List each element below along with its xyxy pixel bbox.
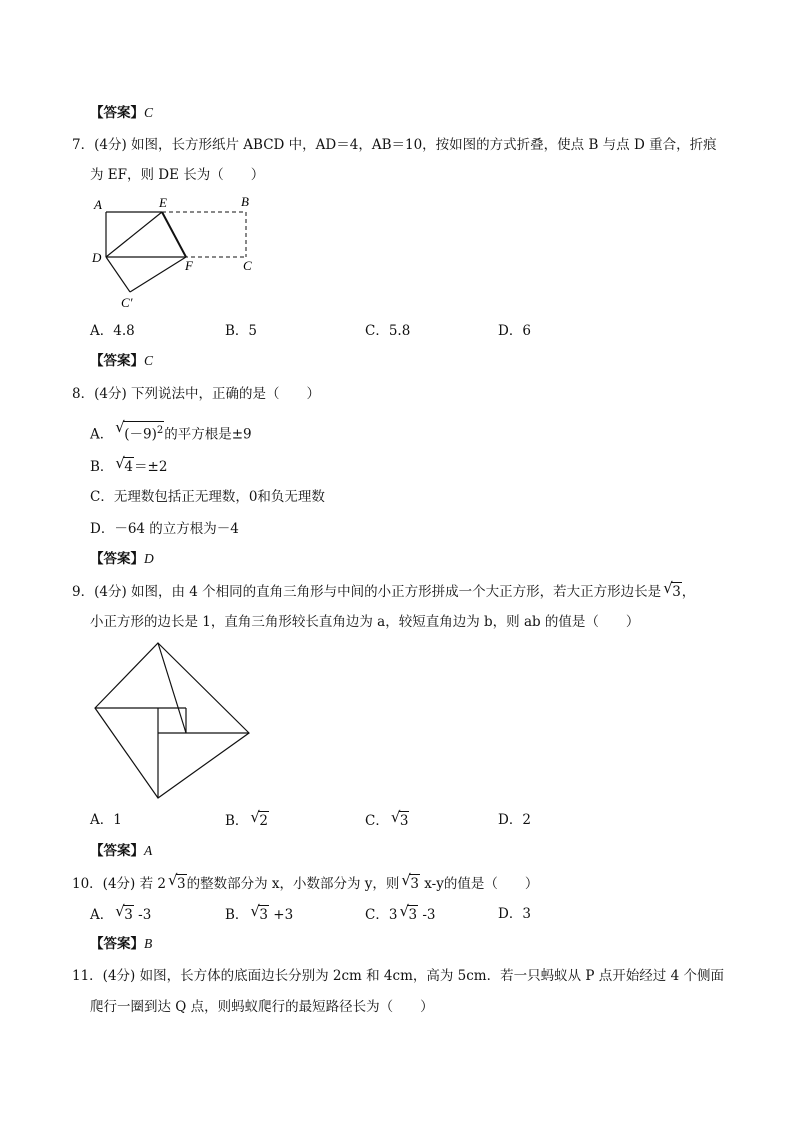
q8-option-c: C．无理数包括正无理数，0和负无理数 <box>90 489 325 505</box>
answer-label: 【答案】 <box>90 843 144 859</box>
label-B: B <box>241 194 249 209</box>
question-9-line-2: 小正方形的边长是 1，直角三角形较长直角边为 a，较短直角边为 b，则 ab 的值是（ ） <box>90 614 640 630</box>
label-E: E <box>159 195 167 210</box>
answer-value: D <box>144 551 154 566</box>
answer-value: A <box>144 843 153 858</box>
q9-option-c: C． √ 3 <box>365 808 409 829</box>
q9-option-d: D．2 <box>498 812 531 828</box>
q7-option-c: C．5.8 <box>365 323 411 339</box>
answer-10 <box>90 935 152 953</box>
answer-label: 【答案】 <box>90 353 144 369</box>
sqrt: √ 3 <box>663 579 681 600</box>
answer-value: C <box>144 353 154 368</box>
answer-8 <box>90 550 154 568</box>
label-D: D <box>92 250 102 265</box>
sqrt: √ 4 <box>115 454 134 475</box>
sqrt: √ 2 <box>250 808 269 829</box>
sqrt: √ 3 <box>401 871 419 892</box>
q8-option-a: A． √ $(-9)^2$的平方根是±9 <box>90 418 252 443</box>
answer-value: B <box>144 936 153 951</box>
answer-label: 【答案】 <box>90 551 144 567</box>
question-7-line-1: 7．(4分) 如图，长方形纸片 ABCD 中，AD＝4，AB＝10，按如图的方式折叠，使点 B 与点 D 重合，折痕 <box>72 137 717 153</box>
q10-option-c: C．3 √ 3 -3 <box>365 902 436 923</box>
q10-option-b: B． √ 3 +3 <box>225 902 294 923</box>
sqrt: √ 3 <box>115 902 133 923</box>
q7-option-a: A．4.8 <box>90 323 135 339</box>
q7-option-d: D．6 <box>498 323 531 339</box>
sqrt: √ 3 <box>399 902 418 923</box>
question-10-line-1: 10．(4分) 若 2 √ 3的整数部分为 x，小数部分为 y，则 √ 3 x-y的值是（ ） <box>72 871 539 892</box>
question-9-figure <box>92 640 254 804</box>
question-7-line-2: 为 EF，则 DE 长为（ ） <box>90 167 265 183</box>
question-11-line-2: 爬行一圈到达 Q 点，则蚂蚁爬行的最短路径长为（ ） <box>90 999 434 1015</box>
question-7-figure <box>84 192 274 316</box>
answer-6 <box>90 104 153 122</box>
q10-option-a: A． √ 3 -3 <box>90 902 152 923</box>
q9-option-a: A．1 <box>90 812 122 828</box>
question-11-line-1: 11．(4分) 如图，长方体的底面边长分别为 2cm 和 4cm，高为 5cm．若一只蚂蚁从 P 点开始经过 4 个侧面 <box>72 968 724 984</box>
q7-option-b: B．5 <box>225 323 258 339</box>
question-8-line-1: 8．(4分) 下列说法中，正确的是（ ） <box>72 386 321 402</box>
sqrt: √ $(-9)^2$ <box>115 418 164 443</box>
sqrt: √ 3 <box>390 808 409 829</box>
label-F: F <box>185 258 193 273</box>
answer-9 <box>90 842 152 860</box>
answer-label: 【答案】 <box>90 936 144 952</box>
sqrt: √ 3 <box>167 871 186 892</box>
label-C: C <box>243 258 252 273</box>
q8-option-b: B． √ 4＝±2 <box>90 454 168 475</box>
answer-7 <box>90 352 153 370</box>
q10-option-d: D．3 <box>498 906 531 922</box>
sqrt: √ 3 <box>250 902 269 923</box>
q9-option-b: B． √ 2 <box>225 808 269 829</box>
label-C-prime: C′ <box>121 295 133 310</box>
label-A: A <box>94 197 102 212</box>
answer-value: C <box>144 105 154 120</box>
question-9-line-1: 9．(4分) 如图，由 4 个相同的直角三角形与中间的小正方形拼成一个大正方形，若大正方形边长是 √ 3， <box>72 579 696 600</box>
q8-option-d: D．－64 的立方根为－4 <box>90 521 239 537</box>
answer-label: 【答案】 <box>90 105 144 121</box>
